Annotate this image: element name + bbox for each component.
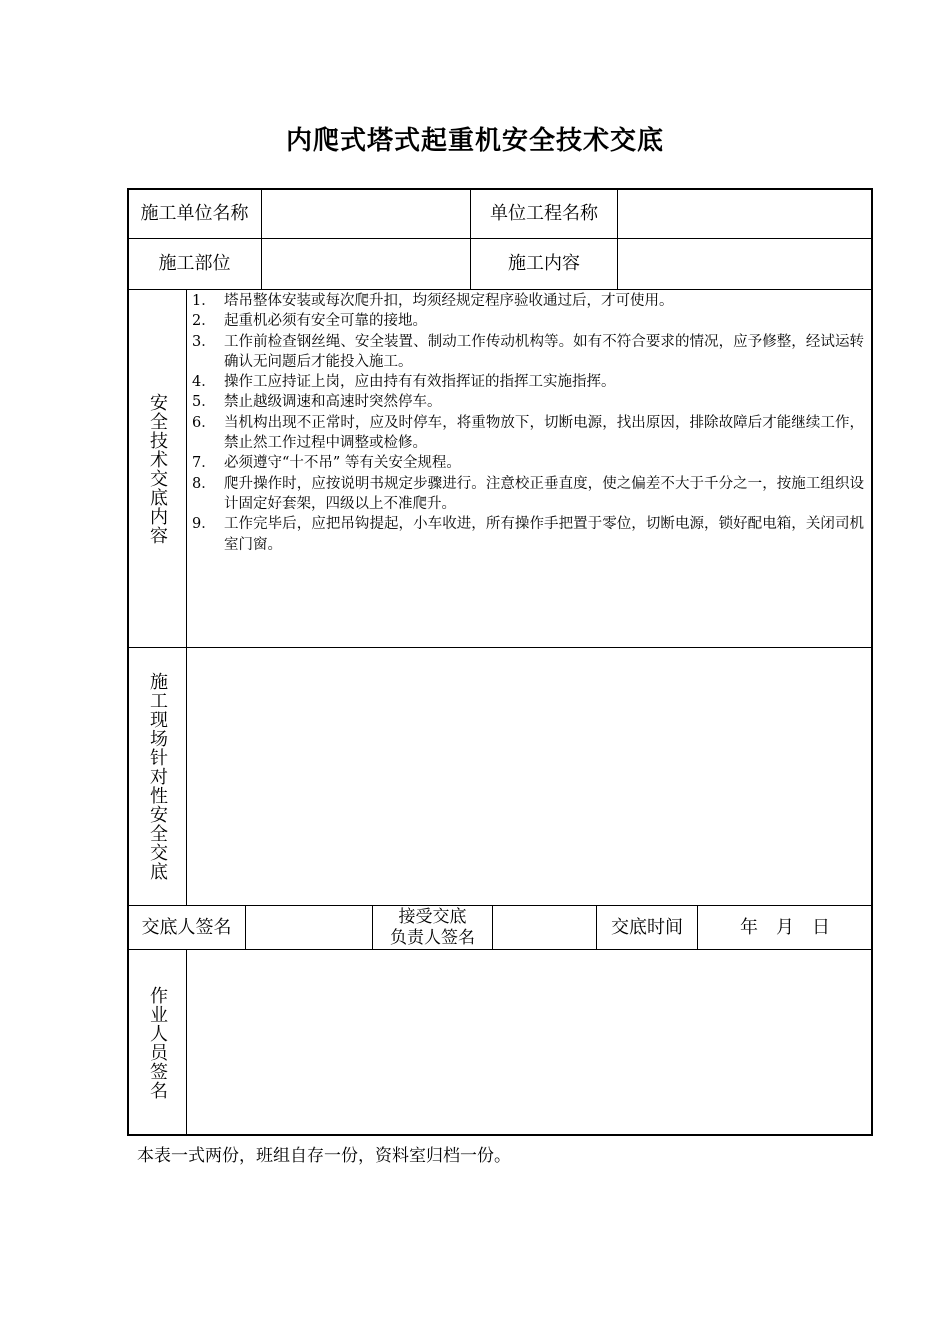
item-number: 4． (192, 374, 216, 391)
item-number: 3． (192, 333, 216, 350)
row-divider (127, 289, 873, 290)
project-name-label: 单位工程名称 (490, 202, 598, 224)
page-title: 内爬式塔式起重机安全技术交底 (285, 126, 664, 156)
item-number: 9． (192, 516, 216, 533)
item-text: 必须遵守“十不吊” 等有关安全规程。 (224, 455, 461, 472)
unit-name-field[interactable] (262, 189, 470, 238)
briefer-signature-field[interactable] (246, 906, 372, 949)
workers-section-label-cell (128, 950, 186, 1135)
time-label: 交底时间 (611, 916, 683, 938)
item-text: 工作前检查钢丝绳、安全装置、制动工作传动机构等。如有不符合要求的情况，应予修整，经试运转确认无问题后才能投入施工。 (224, 333, 864, 370)
list-item (192, 311, 864, 331)
safety-section-label-cell (128, 290, 186, 647)
list-item (192, 372, 864, 392)
receiver-label-line1: 接受交底 (398, 906, 467, 927)
workers-section-label: 作业人员签名 (147, 985, 168, 1100)
item-number: 1． (192, 293, 216, 309)
receiver-label (373, 906, 492, 949)
item-number: 5． (192, 394, 216, 411)
item-number: 6． (192, 414, 216, 431)
onsite-section-label-cell (128, 648, 186, 905)
item-text: 当机构出现不正常时，应及时停车，将重物放下，切断电源，找出原因，排除故障后才能继续工作，禁止然工作过程中调整或检修。 (224, 414, 864, 452)
content-label: 施工内容 (508, 253, 580, 274)
receiver-signature-field[interactable] (493, 906, 596, 949)
list-item (192, 332, 864, 373)
location-field[interactable] (262, 239, 470, 289)
receiver-label-line2: 负责人签名 (390, 927, 475, 948)
content-field[interactable] (618, 239, 872, 289)
item-text: 禁止越级调速和高速时突然停车。 (224, 394, 442, 411)
safety-section-label: 安全技术交底内容 (147, 392, 168, 545)
safety-items-list (192, 291, 864, 555)
list-item (192, 453, 864, 473)
list-item (192, 291, 864, 311)
time-field[interactable]: 年 月 日 (740, 916, 830, 938)
item-number: 2． (192, 313, 216, 330)
item-text: 操作工应持证上岗，应由持有有效指挥证的指挥工实施指挥。 (224, 374, 616, 391)
list-item (192, 514, 864, 555)
list-item (192, 474, 864, 515)
location-label: 施工部位 (158, 253, 231, 274)
item-text: 起重机必须有安全可靠的接地。 (224, 313, 427, 330)
onsite-content-field[interactable] (187, 648, 872, 905)
project-name-field[interactable] (618, 189, 872, 238)
item-number: 8． (192, 475, 216, 492)
footer-note: 本表一式两份，班组自存一份，资料室归档一份。 (137, 1146, 511, 1166)
item-number: 7． (192, 455, 216, 472)
workers-signature-field[interactable] (187, 950, 872, 1135)
unit-name-label: 施工单位名称 (140, 202, 249, 224)
item-text: 塔吊整体安装或每次爬升扣，均须经规定程序验收通过后，才可使用。 (224, 293, 674, 309)
item-text: 工作完毕后，应把吊钩提起，小车收进，所有操作手把置于零位，切断电源，锁好配电箱，关闭司机室门窗。 (224, 516, 864, 553)
list-item (192, 413, 864, 454)
briefer-label: 交底人签名 (141, 916, 232, 938)
item-text: 爬升操作时，应按说明书规定步骤进行。注意校正垂直度，使之偏差不大于千分之一，按施工组织设计固定好套架，四级以上不准爬升。 (224, 475, 864, 512)
onsite-section-label: 施工现场针对性安全交底 (147, 672, 168, 881)
list-item (192, 392, 864, 412)
